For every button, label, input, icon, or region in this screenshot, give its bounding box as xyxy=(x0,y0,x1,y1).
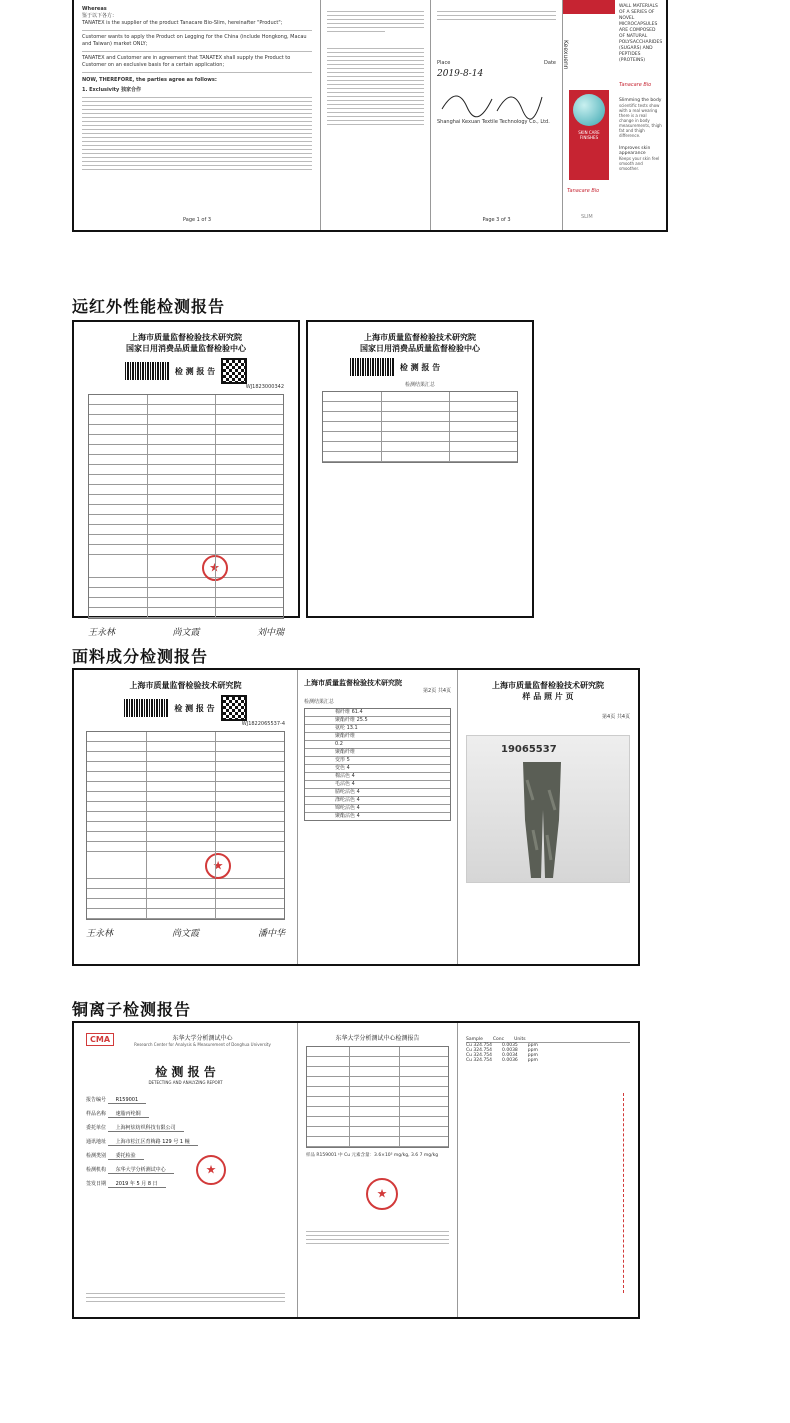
clause-b: Customer wants to apply the Product on Legging for the China (include Hongkong, Macau and Taiwan) market ONLY; xyxy=(82,34,307,47)
copper-report-title: 检 测 报 告 xyxy=(155,1065,216,1079)
seam-seal-icon xyxy=(623,1093,632,1293)
legging-image xyxy=(513,760,573,880)
clause-c: TANATEX and Customer are in agreement that TANATEX shall supply the Product to Customer on an exclusive basis for a certain application; xyxy=(82,55,291,68)
official-seal-icon xyxy=(196,1155,226,1185)
signature-date: 2019-8-14 xyxy=(437,69,484,79)
brochure-badge: SKIN CARE FINISHES xyxy=(578,130,600,140)
agreement-page-2 xyxy=(321,0,431,230)
readout-row: Cu 324.754 0.0034 ppm xyxy=(466,1053,538,1058)
brochure-front xyxy=(563,0,616,230)
copper-result: 样品 R159001 中 Cu 元素含量：3.6×10³ mg/kg, 3.6 7 mg/kg xyxy=(306,1153,439,1158)
qr-code-icon xyxy=(221,695,247,721)
fabric-header-1: 上海市质量监督检验技术研究院 xyxy=(129,680,242,690)
value-type: 委托检验 xyxy=(108,1153,144,1160)
fir-report-page-1 xyxy=(72,320,300,638)
copper-report-data-page xyxy=(298,1023,458,1317)
qr-code-icon xyxy=(221,358,247,384)
fir-header-1: 上海市质量监督检验技术研究院 xyxy=(130,332,242,342)
summary-row: 氨纶 13.1 xyxy=(305,725,450,733)
brochure-slim: SLIM xyxy=(581,214,593,220)
brochure-back xyxy=(615,0,666,230)
fir-header-2: 国家日用消费品质量监督检验中心 xyxy=(126,343,246,353)
summary-row: 聚酯纤维 xyxy=(305,733,450,741)
fir-info-table xyxy=(88,394,284,619)
fir-report-no: WJ1823000342 xyxy=(245,384,284,390)
section-title-fir: 远红外性能检测报告 xyxy=(72,297,226,316)
summary-row: 锦纶沾色 4 xyxy=(305,805,450,813)
brochure-tagline-4: Keeps your skin feel smooth and smoother. xyxy=(619,156,660,171)
copper-report-subtitle: DETECTING AND ANALYZING REPORT xyxy=(148,1080,223,1085)
fabric-page-info: 第2页 共4页 xyxy=(423,688,451,694)
readout-row: Cu 324.754 0.0036 ppm xyxy=(466,1058,538,1063)
cma-logo-icon xyxy=(86,1033,114,1046)
copper-page2-title: 东华大学分析测试中心检测报告 xyxy=(335,1035,420,1042)
page-number: Page 1 of 3 xyxy=(182,217,212,223)
official-seal-icon xyxy=(205,853,231,879)
sample-label: 19065537 xyxy=(501,744,557,755)
label-org: 检测机构 xyxy=(86,1167,107,1173)
label-date: 签发日期 xyxy=(86,1181,107,1187)
fir-header-2b: 国家日用消费品质量监督检验中心 xyxy=(360,343,480,353)
fir-summary-title: 检测结果汇总 xyxy=(404,382,435,388)
signature-scribble xyxy=(437,79,547,119)
brochure-sphere xyxy=(573,94,605,126)
summary-row: 变形 5 xyxy=(305,757,450,765)
summary-row: 聚酯沾色 4 xyxy=(335,813,360,819)
fabric-header-1b: 上海市质量监督检验技术研究院 xyxy=(304,678,402,687)
cma-text: CMA xyxy=(90,1035,111,1044)
fabric-info-table xyxy=(86,731,285,920)
page-number-3: Page 3 of 3 xyxy=(482,217,511,223)
fir-header-1b: 上海市质量监督检验技术研究院 xyxy=(364,332,476,342)
agreement-page-1 xyxy=(74,0,321,230)
label-client: 委托单位 xyxy=(86,1125,107,1131)
fabric-report-page-2 xyxy=(298,670,458,964)
summary-row: 聚酯纤维 25.5 xyxy=(305,717,450,725)
fabric-report-page-1 xyxy=(74,670,298,964)
value-date: 2019 年 5 月 8 日 xyxy=(108,1181,166,1188)
fir-report-title-b: 检 测 报 告 xyxy=(399,361,441,372)
fabric-report-no: WJ1822065537-4 xyxy=(241,721,285,727)
sample-photo xyxy=(466,735,630,883)
value-sample: 速脂丙纶铜 xyxy=(108,1111,149,1118)
value-client: 上海柯炫纺织科技有限公司 xyxy=(108,1125,184,1132)
value-report-no: R159001 xyxy=(108,1097,147,1104)
barcode-icon xyxy=(350,358,394,376)
brochure-copy: WALL MATERIALS OF A SERIES OF NOVEL MICROCAPSULES ARE COMPOSED OF NATURAL POLYSACCHARIDES (SUGARS) AND PEPTIDES (PROTEINS) xyxy=(619,4,663,63)
fabric-summary-title: 检测结果汇总 xyxy=(304,699,335,705)
fabric-signer-3: 潘中华 xyxy=(257,929,285,939)
now-therefore: NOW, THEREFORE, the parties agree as follows: xyxy=(82,77,217,83)
place-label: Place xyxy=(437,60,451,66)
fir-signer-1: 王永林 xyxy=(88,628,116,638)
fabric-signer-2: 尚文霞 xyxy=(171,929,199,939)
brochure-tagline-2: scientific tests show with a real wearing there is a real change in body measurements, thigh fat and thigh difference. xyxy=(619,103,662,138)
company-name: Shanghai Kexuan Textile Technology Co., Ltd. xyxy=(437,119,550,125)
brochure-tagline: Slimming the body xyxy=(619,98,662,103)
fabric-report-strip xyxy=(72,668,640,966)
center-en: Research Center for Analysis & Measurement of Donghua University xyxy=(134,1042,271,1047)
summary-row: 变色 4 xyxy=(305,765,450,773)
barcode-icon xyxy=(124,699,168,717)
whereas-zh: 鉴于以下各方： xyxy=(82,13,118,19)
value-address: 上海市松江区育梅路 129 号 1 幢 xyxy=(108,1139,198,1146)
fabric-report-title: 检 测 报 告 xyxy=(174,702,215,713)
label-sample: 样品名称 xyxy=(86,1111,107,1117)
summary-row: 聚酯纤维 xyxy=(305,749,450,757)
official-seal-icon xyxy=(366,1178,398,1210)
fir-summary-table xyxy=(322,391,518,463)
section-title-copper: 铜离子检测报告 xyxy=(72,1000,192,1019)
fabric-summary-table xyxy=(304,708,451,821)
readout-row: Cu 324.754 0.0035 ppm xyxy=(466,1043,538,1048)
readout-col-units: Units xyxy=(514,1037,526,1042)
fir-report-title: 检 测 报 告 xyxy=(174,365,216,376)
section-exclusivity: 1. Exclusivity 独家合作 xyxy=(82,87,142,93)
section-title-fabric: 面料成分检测报告 xyxy=(72,647,209,666)
brochure-tagline-3: Improves skin appearance xyxy=(619,146,651,156)
fir-report-page-2 xyxy=(306,320,534,618)
fabric-report-photo-page xyxy=(458,670,638,964)
brochure-brand: Keexuenn xyxy=(562,40,569,70)
clause-a: TANATEX is the supplier of the product Tanacare Bio-Slim, hereinafter "Product"; xyxy=(82,20,283,26)
fabric-header-1c: 上海市质量监督检验技术研究院 xyxy=(492,680,604,690)
summary-row: 涤纶沾色 4 xyxy=(305,797,450,805)
date-label: Date xyxy=(544,60,556,66)
fabric-signer-1: 王永林 xyxy=(86,929,114,939)
agreement-page-3 xyxy=(431,0,563,230)
readout-col-conc: Conc xyxy=(492,1037,505,1042)
fir-signer-2: 尚文霞 xyxy=(172,628,200,638)
copper-info-table xyxy=(306,1046,449,1148)
value-org: 东华大学分析测试中心 xyxy=(108,1167,174,1174)
agreement-strip xyxy=(72,0,668,232)
readout-row: Cu 324.754 0.0038 ppm xyxy=(466,1048,538,1053)
label-type: 检测类别 xyxy=(86,1153,107,1159)
fabric-photo-title: 样 品 照 片 页 xyxy=(522,691,574,701)
brochure-product: Tanacare Bio xyxy=(567,188,600,194)
copper-report-strip xyxy=(72,1021,640,1319)
summary-row: 棉纤维 61.4 xyxy=(305,709,450,717)
copper-report-cover xyxy=(74,1023,298,1317)
copper-instrument-readout xyxy=(458,1023,638,1317)
label-report-no: 报告编号 xyxy=(86,1097,107,1103)
barcode-icon xyxy=(125,362,169,380)
summary-row: 棉沾色 4 xyxy=(305,773,450,781)
summary-row: 腈纶沾色 4 xyxy=(305,789,450,797)
whereas-heading: Whereas xyxy=(82,6,107,12)
fabric-page-info-photo: 第4页 共4页 xyxy=(602,714,630,720)
center-zh: 东华大学分析测试中心 xyxy=(172,1035,233,1042)
fir-signer-3: 刘中瑞 xyxy=(256,628,284,638)
label-address: 通讯地址 xyxy=(86,1139,107,1145)
brochure-product-2: Tanacare Bio xyxy=(619,82,652,88)
summary-row: 毛沾色 4 xyxy=(305,781,450,789)
summary-row: 0.2 xyxy=(305,741,450,749)
readout-col-sample: Sample xyxy=(466,1037,483,1042)
